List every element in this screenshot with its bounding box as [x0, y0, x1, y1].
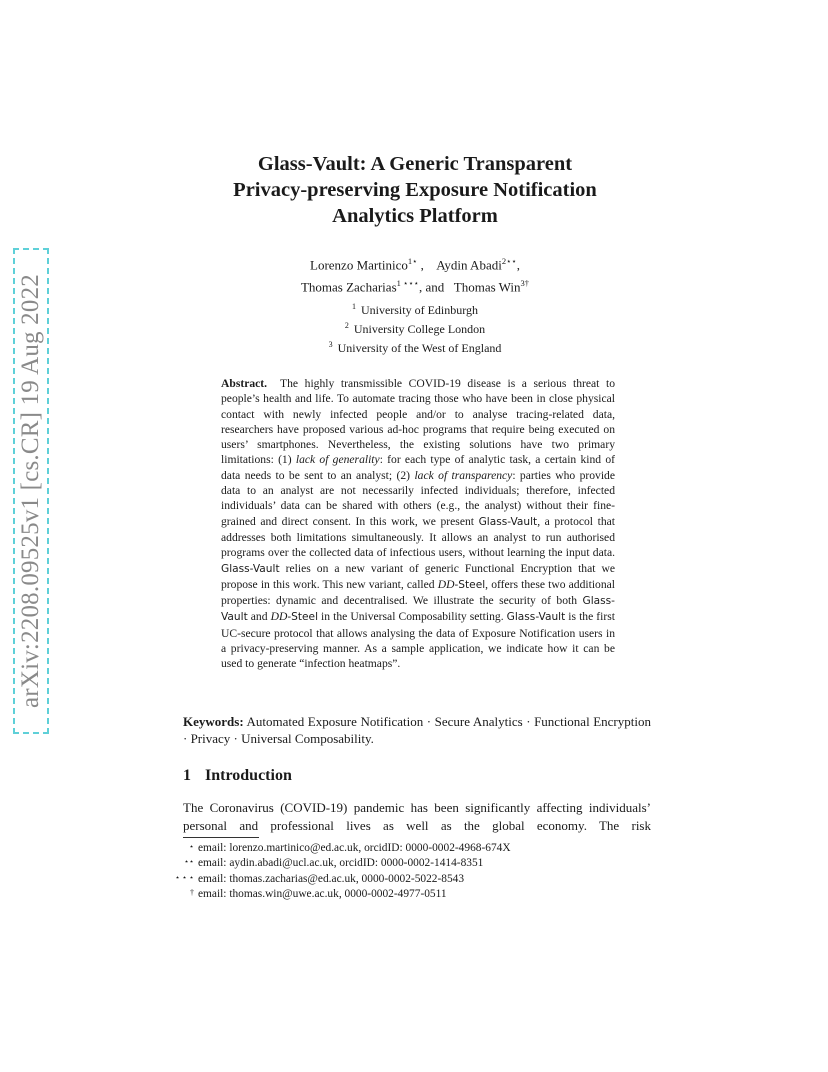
author-list: Lorenzo Martinico$^{1⋆}$ , Aydin Abadi$^{2⋆⋆}$, Thomas Zacharias$^{1 ⋆⋆⋆}$, and Thomas Win$^{3\dagger}$ — [300, 256, 530, 295]
section-title: Introduction — [205, 767, 292, 784]
arxiv-identifier: arXiv:2208.09525v1 [cs.CR] 19 Aug 2022 — [17, 274, 44, 708]
section-heading — [183, 767, 292, 785]
author-conjunction: and — [425, 279, 445, 295]
scheme-name: DD — [437, 577, 455, 591]
section-number: 1 — [183, 767, 191, 784]
footnote: ⋆ ⋆ ⋆ email: thomas.zacharias@ed.ac.uk, 0000-0002-5022-8543 — [174, 872, 465, 885]
author-name: Thomas Zacharias — [300, 279, 397, 295]
abstract: Abstract. The highly transmissible COVID-19 disease is a serious threat to people’s health and life. To automate tracing those who have been in close physical contact with newly infected people and/or to analyse tracing-related data, researchers have proposed various ad-hoc programs that require being executed on users’ smartphones. Nevertheless, the existing solutions have two primary limitations: (1) lack of generality: for each type of analytic task, a certain kind of data needs to be sent to an analyst; (2) lack of transparency: parties who provide data to an analyst are not necessarily infected individuals; therefore, infected individuals’ data can be shared with others (e.g., the analyst) without their fine-grained and direct consent. In this work, we present Glass-Vault, a protocol that addresses both limitations simultaneously. It allows an analyst to run authorised programs over the collected data of infectious users, without learning the input data. Glass-Vault relies on a new variant of generic Functional Encryption that we propose in this work. This new variant, called DD-Steel, offers these two additional properties: dynamic and decentralised. We illustrate the security of both Glass-Vault and DD-Steel in the Universal Composability setting. Glass-Vault is the first UC-secure protocol that allows analysing the data of Exposure Notification users in a privacy-preserving manner. As a sample application, we indicate how it can be used to generate “infection heatmaps”. — [221, 377, 616, 671]
paper-title — [150, 151, 680, 229]
affiliation: $^3$ University of the West of England — [328, 340, 502, 355]
author-name: Thomas Win — [453, 279, 521, 295]
title-line: Analytics Platform — [332, 205, 498, 227]
affiliation: $^1$ University of Edinburgh — [351, 302, 479, 317]
affiliation: $^2$ University College London — [344, 321, 486, 336]
keywords — [183, 713, 651, 747]
author-mark: 3† — [520, 278, 530, 289]
protocol-name: Glass-Vault — [221, 595, 615, 624]
footnote: ⋆⋆ email: aydin.abadi@ucl.ac.uk, orcidID: 0000-0002-1414-8351 — [183, 857, 484, 870]
protocol-name: Glass-Vault — [506, 611, 566, 624]
arxiv-stamp — [13, 248, 49, 734]
protocol-name: Glass-Vault — [221, 562, 280, 575]
abstract-label: Abstract. — [221, 377, 268, 390]
intro-paragraph: The Coronavirus (COVID-19) pandemic has been significantly affecting individuals’ personal and professional lives as well as the global economy. The risk — [183, 800, 651, 833]
author-mark: 2⋆⋆ — [501, 256, 517, 266]
title-line: Glass-Vault: A Generic Transparent — [257, 153, 573, 175]
author-name: Aydin Abadi — [436, 257, 502, 273]
author-mark: 1⋆ — [407, 256, 418, 266]
keywords-text: Automated Exposure Notification · Secure Analytics · Functional Encryption · Privacy · Universal Composability. — [183, 714, 651, 746]
protocol-name: Glass-Vault — [478, 515, 538, 528]
author-mark: 1 ⋆⋆⋆ — [396, 278, 419, 289]
footnote: † email: thomas.win@uwe.ac.uk, 0000-0002-4977-0511 — [190, 888, 447, 901]
keywords-label: Keywords: — [183, 714, 244, 729]
affiliation-list — [200, 299, 630, 356]
footnote: ⋆ email: lorenzo.martinico@ed.ac.uk, orcidID: 0000-0002-4968-674X — [188, 842, 511, 854]
footnote-rule — [183, 837, 259, 838]
author-name: Lorenzo Martinico — [310, 257, 408, 273]
title-line: Privacy-preserving Exposure Notification — [233, 179, 597, 201]
scheme-name: DD — [270, 610, 288, 624]
footnotes — [168, 841, 638, 903]
